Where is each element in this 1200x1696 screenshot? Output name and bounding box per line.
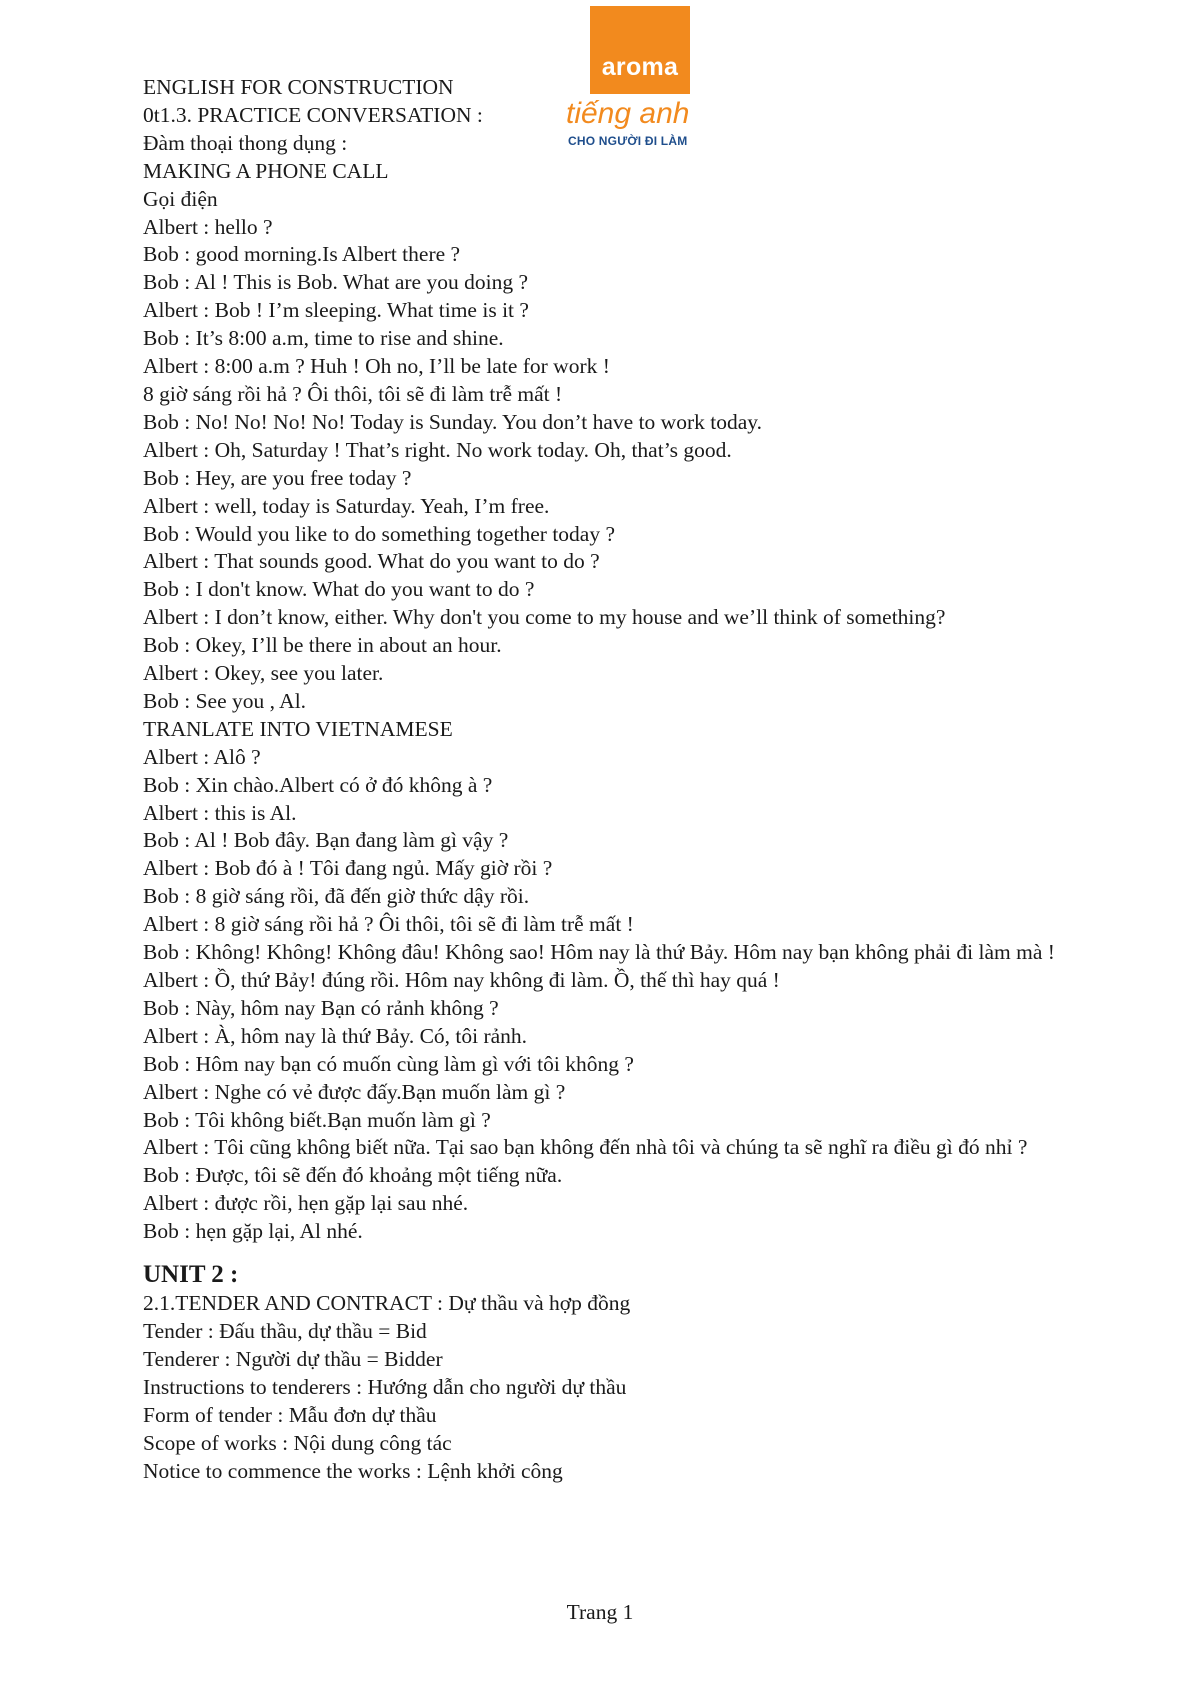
text-line: Tender : Đấu thầu, dự thầu = Bid [143, 1318, 427, 1343]
text-line: Albert : well, today is Saturday. Yeah, I’m free. [143, 493, 550, 518]
conversation-section [143, 74, 1113, 1246]
text-line: Albert : this is Al. [143, 800, 297, 825]
text-line: Form of tender : Mẫu đơn dự thầu [143, 1402, 437, 1427]
text-line: Bob : Xin chào.Albert có ở đó không à ? [143, 772, 493, 797]
text-line: Bob : hẹn gặp lại, Al nhé. [143, 1219, 363, 1244]
text-line: Albert : Ồ, thứ Bảy! đúng rồi. Hôm nay không đi làm. Ồ, thế thì hay quá ! [143, 968, 780, 992]
text-line: ENGLISH FOR CONSTRUCTION [143, 75, 454, 99]
text-line: Scope of works : Nội dung công tác [143, 1430, 452, 1455]
page-footer: Trang 1 [566, 1600, 634, 1624]
text-line: Bob : No! No! No! No! Today is Sunday. You don’t have to work today. [143, 409, 762, 434]
text-line: Albert : That sounds good. What do you want to do ? [143, 549, 600, 574]
text-line: Bob : I don't know. What do you want to do ? [143, 577, 535, 602]
text-line: 0t1.3. PRACTICE CONVERSATION : [143, 102, 483, 127]
text-line: Albert : Okey, see you later. [143, 661, 384, 686]
text-line: Bob : See you , Al. [143, 688, 307, 713]
text-line: Bob : Okey, I’ll be there in about an hour. [143, 633, 502, 658]
text-line: Albert : À, hôm nay là thứ Bảy. Có, tôi rảnh. [143, 1023, 528, 1048]
text-line: Albert : Tôi cũng không biết nữa. Tại sao bạn không đến nhà tôi và chúng ta sẽ nghĩ ra điều gì đó nhỉ ? [143, 1135, 1028, 1160]
unit-2-title: UNIT 2 : [143, 1261, 239, 1289]
text-line: Albert : hello ? [143, 214, 273, 239]
text-line: Bob : It’s 8:00 a.m, time to rise and shine. [143, 326, 504, 351]
text-line: Albert : Nghe có vẻ được đấy.Bạn muốn làm gì ? [143, 1079, 566, 1104]
text-line: Bob : Hey, are you free today ? [143, 465, 412, 490]
text-line: Instructions to tenderers : Hướng dẫn cho người dự thầu [143, 1374, 627, 1399]
text-line: Albert : Bob ! I’m sleeping. What time is it ? [143, 298, 529, 323]
text-line: Bob : 8 giờ sáng rồi, đã đến giờ thức dậy rồi. [143, 884, 530, 909]
text-line: Albert : 8 giờ sáng rồi hả ? Ôi thôi, tôi sẽ đi làm trễ mất ! [143, 912, 634, 937]
text-line: Bob : Này, hôm nay Bạn có rảnh không ? [143, 995, 499, 1020]
text-line: TRANLATE INTO VIETNAMESE [143, 716, 453, 741]
text-line: Albert : Bob đó à ! Tôi đang ngủ. Mấy giờ rồi ? [143, 856, 553, 881]
text-line: Bob : Al ! Bob đây. Bạn đang làm gì vậy ? [143, 828, 509, 853]
text-line: Albert : 8:00 a.m ? Huh ! Oh no, I’ll be late for work ! [143, 354, 610, 379]
text-line: Bob : Không! Không! Không đâu! Không sao! Hôm nay là thứ Bảy. Hôm nay bạn không phải đi làm mà ! [143, 940, 1055, 965]
unit-2-vocabulary [143, 1290, 1113, 1485]
text-line: Đàm thoại thong dụng : [143, 130, 348, 155]
text-line: Albert : Oh, Saturday ! That’s right. No work today. Oh, that’s good. [143, 437, 732, 462]
text-line: Tenderer : Người dự thầu = Bidder [143, 1346, 443, 1371]
text-line: Gọi điện [143, 186, 218, 211]
text-line: Bob : Al ! This is Bob. What are you doing ? [143, 270, 528, 295]
text-line: MAKING A PHONE CALL [143, 158, 389, 183]
text-line: Albert : được rồi, hẹn gặp lại sau nhé. [143, 1191, 469, 1216]
text-line: 8 giờ sáng rồi hả ? Ôi thôi, tôi sẽ đi làm trễ mất ! [143, 381, 563, 406]
document-body [143, 74, 1113, 1485]
text-line: Bob : Tôi không biết.Bạn muốn làm gì ? [143, 1107, 491, 1132]
text-line: 2.1.TENDER AND CONTRACT : Dự thầu và hợp đồng [143, 1291, 631, 1316]
logo-brand: aroma [601, 53, 679, 81]
text-line: Bob : Hôm nay bạn có muốn cùng làm gì với tôi không ? [143, 1051, 634, 1076]
text-line: Albert : Alô ? [143, 744, 261, 769]
text-line: Bob : Được, tôi sẽ đến đó khoảng một tiếng nữa. [143, 1163, 563, 1188]
text-line: Bob : Would you like to do something together today ? [143, 521, 616, 546]
text-line: Albert : I don’t know, either. Why don't you come to my house and we’ll think of something? [143, 605, 946, 630]
text-line: Notice to commence the works : Lệnh khởi công [143, 1458, 563, 1483]
logo-subtitle: CHO NGƯỜI ĐI LÀM [568, 134, 688, 148]
logo-tagline: tiếng anh [566, 97, 690, 130]
text-line: Bob : good morning.Is Albert there ? [143, 242, 461, 267]
